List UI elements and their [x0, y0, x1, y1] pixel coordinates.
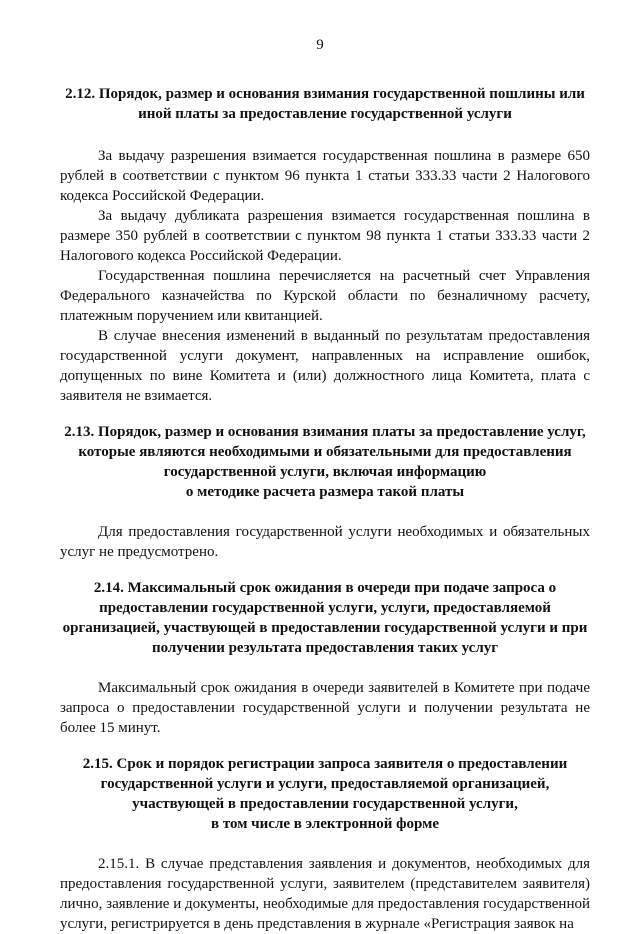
heading-line: организацией, участвующей в предоставлении государственной услуги и при [62, 620, 588, 636]
paragraph: За выдачу дубликата разрешения взимается государственная пошлина в размере 350 рублей в соответствии с пунктом 98 пункта 1 статьи 333.33 части 2 Налогового кодекса Российской Федерации. [60, 208, 590, 264]
paragraph: Для предоставления государственной услуги необходимых и обязательных услуг не предусмотрено. [60, 524, 590, 560]
paragraph: В случае внесения изменений в выданный по результатам предоставления государственной услуги документ, направленных на исправление ошибок, допущенных по вине Комитета и (или) должностного лица Комитета, плата с заявителя не взимается. [60, 328, 590, 404]
paragraph: За выдачу разрешения взимается государственная пошлина в размере 650 рублей в соответствии с пунктом 96 пункта 1 статьи 333.33 части 2 Налогового кодекса Российской Федерации. [60, 148, 590, 204]
heading-line: предоставлении государственной услуги, услуги, предоставляемой [99, 600, 551, 616]
section-heading-2-14 [60, 578, 590, 658]
heading-line: получении результата предоставления таких услуг [151, 640, 499, 656]
heading-line: 2.13. Порядок, размер и основания взимания платы за предоставление услуг, [64, 424, 586, 440]
paragraph: Государственная пошлина перечисляется на расчетный счет Управления Федерального казначейства по Курской области по безналичному расчету, платежным поручением или квитанцией. [60, 268, 590, 324]
page-number: 9 [316, 37, 324, 53]
heading-line: участвующей в предоставлении государственной услуги, [132, 796, 518, 812]
heading-line: о методике расчета размера такой платы [185, 484, 465, 500]
section-heading-2-12: 2.12. Порядок, размер и основания взимания государственной пошлины или иной платы за предоставление государственной услуги [65, 86, 585, 122]
heading-line: государственной услуги и услуги, предоставляемой организацией, [100, 776, 550, 792]
section-heading-2-13 [60, 422, 590, 502]
paragraph: 2.15.1. В случае представления заявления и документов, необходимых для предоставления государственной услуги, заявителем (представителем заявителя) лично, заявление и документы, необходимые для предоставления государственной услуги, регистрируется в день представления в журнале «Регистрация заявок на [60, 856, 590, 932]
heading-line: 2.14. Максимальный срок ожидания в очереди при подаче запроса о [93, 580, 557, 596]
heading-line: 2.15. Срок и порядок регистрации запроса заявителя о предоставлении [82, 756, 568, 772]
heading-line: которые являются необходимыми и обязательными для предоставления [78, 444, 572, 460]
paragraph: Максимальный срок ожидания в очереди заявителей в Комитете при подаче запроса о предоставлении государственной услуги и получении результата не более 15 минут. [60, 680, 590, 736]
document-body [60, 84, 590, 934]
heading-line: государственной услуги, включая информацию [163, 464, 487, 480]
section-heading-2-15 [60, 754, 590, 834]
heading-line: в том числе в электронной форме [210, 816, 439, 832]
